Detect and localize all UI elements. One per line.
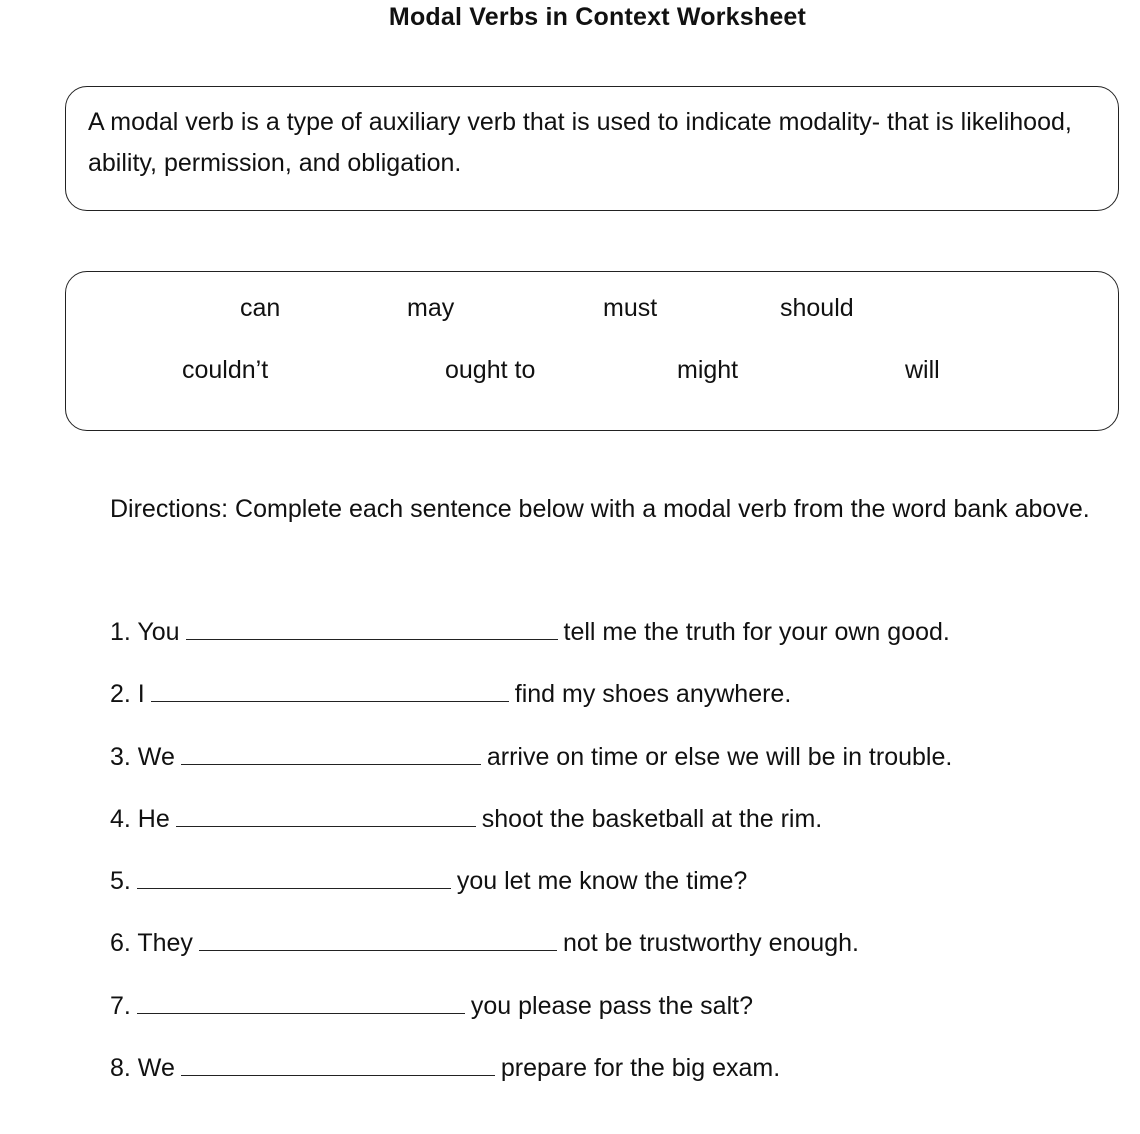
word-bank-item: might (677, 356, 739, 384)
word-bank-box (65, 271, 1119, 431)
question-prefix: 7. (110, 992, 131, 1020)
question-item (110, 742, 952, 772)
answer-blank[interactable] (151, 679, 509, 702)
question-item (110, 804, 822, 834)
question-prefix: 2. I (110, 680, 145, 708)
word-bank-item: may (407, 294, 455, 322)
question-prefix: 5. (110, 867, 131, 895)
question-prefix: 6. They (110, 929, 193, 957)
question-suffix: you let me know the time? (456, 867, 748, 895)
definition-box (65, 86, 1119, 211)
answer-blank[interactable] (137, 866, 451, 889)
question-suffix: tell me the truth for your own good. (563, 618, 950, 646)
question-prefix: 4. He (110, 805, 170, 833)
word-bank-item: should (780, 294, 854, 322)
question-item (110, 866, 747, 896)
directions-text: Directions: Complete each sentence below with a modal verb from the word bank above. (110, 495, 1090, 523)
answer-blank[interactable] (181, 1053, 495, 1076)
question-item (110, 991, 753, 1021)
question-item (110, 617, 950, 647)
worksheet-title: Modal Verbs in Context Worksheet (388, 3, 807, 31)
question-suffix: you please pass the salt? (470, 992, 753, 1020)
question-item (110, 679, 791, 709)
word-bank-item: will (905, 356, 940, 384)
question-suffix: find my shoes anywhere. (514, 680, 792, 708)
word-bank-item: must (603, 294, 658, 322)
answer-blank[interactable] (181, 742, 481, 765)
definition-text: A modal verb is a type of auxiliary verb that is used to indicate modality- that is likelihood, ability, permission, and obligation. (88, 108, 1072, 177)
question-suffix: prepare for the big exam. (500, 1054, 781, 1082)
question-suffix: shoot the basketball at the rim. (481, 805, 823, 833)
question-prefix: 3. We (110, 743, 175, 771)
question-item (110, 928, 859, 958)
word-bank-item: couldn’t (182, 356, 269, 384)
question-suffix: not be trustworthy enough. (562, 929, 859, 957)
word-bank-item: can (240, 294, 281, 322)
answer-blank[interactable] (186, 617, 558, 640)
answer-blank[interactable] (176, 804, 476, 827)
answer-blank[interactable] (199, 928, 557, 951)
question-prefix: 1. You (110, 618, 180, 646)
answer-blank[interactable] (137, 991, 465, 1014)
question-prefix: 8. We (110, 1054, 175, 1082)
question-suffix: arrive on time or else we will be in trouble. (486, 743, 953, 771)
word-bank-item: ought to (445, 356, 536, 384)
question-item (110, 1053, 780, 1083)
